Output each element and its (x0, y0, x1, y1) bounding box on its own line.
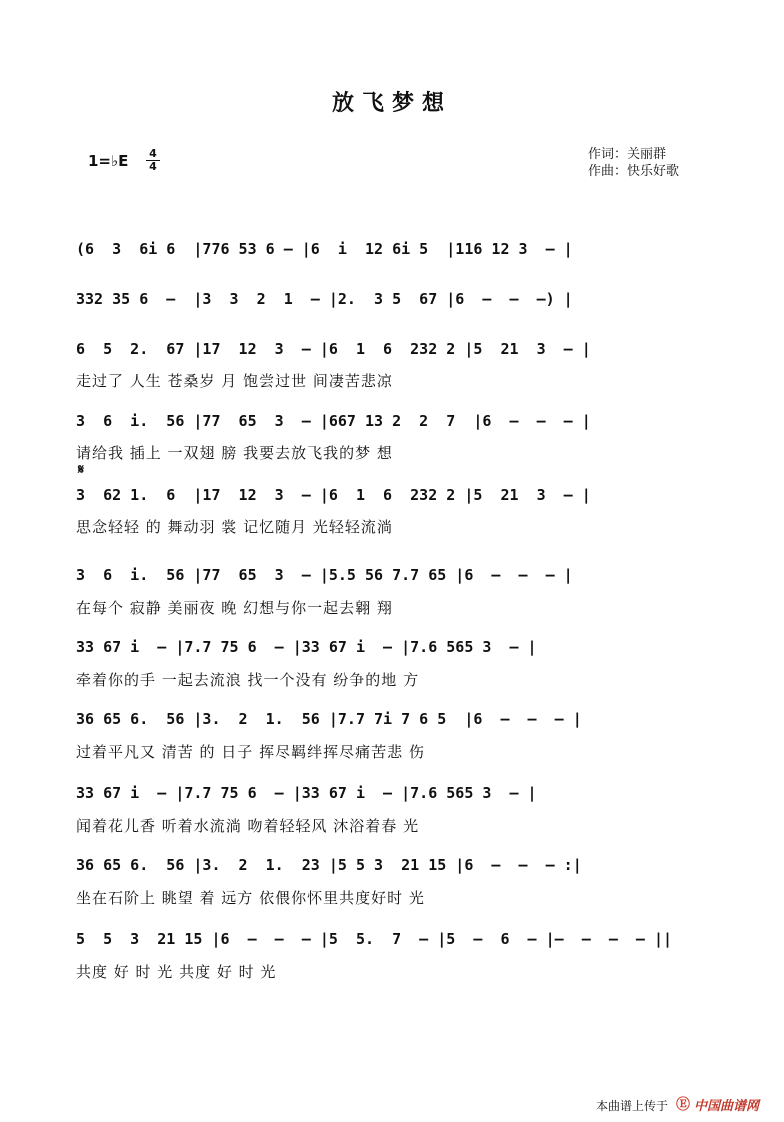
notation-row: 36 65 6. 56 |3. 2 1. 23 |5 5 3 21 15 |6 – – – :| (76, 856, 582, 874)
notation-row: 33 67 i – |7.7 75 6 – |33 67 i – |7.6 565 3 – | (76, 638, 537, 656)
lyricist: 作词：关丽群 (588, 147, 667, 162)
lyrics-row: 闻着花儿香 听着水流淌 吻着轻轻风 沐浴着春 光 (76, 817, 420, 835)
lyrics-row: 牵着你的手 一起去流浪 找一个没有 纷争的地 方 (76, 671, 420, 689)
lyrics-row: 请给我 插上 一双翅 膀 我要去放飞我的梦 想 (76, 444, 393, 462)
lyrics-row: 坐在石阶上 眺望 着 远方 依偎你怀里共度好时 光 (76, 889, 425, 907)
site-logo-icon: Ⓔ (676, 1097, 690, 1113)
footer-text: 本曲谱上传于 (596, 1099, 669, 1113)
meter-top: 4 (146, 148, 160, 161)
notation-row: 33 67 i – |7.7 75 6 – |33 67 i – |7.6 565 3 – | (76, 784, 537, 802)
meter-bottom: 4 (149, 160, 157, 173)
notation-row: 3 6 i. 56 |77 65 3 – |667 13 2 2 7 |6 – – – | (76, 412, 591, 430)
key-signature: 1=♭E (88, 152, 129, 170)
lyrics-row: 过着平凡又 清苦 的 日子 挥尽羁绊挥尽痛苦悲 伤 (76, 743, 425, 761)
segno-sign: 𝄋 (78, 462, 85, 478)
notation-row: 332 35 6 – |3 3 2 1 – |2. 3 5 67 |6 – – –) | (76, 290, 573, 308)
notation-row: 3 62 1. 6 |17 12 3 – |6 1 6 232 2 |5 21 3 – | (76, 486, 591, 504)
page-title: 放飞梦想 (331, 91, 452, 116)
site-name[interactable]: 中国曲谱网 (694, 1099, 760, 1114)
notation-row: 5 5 3 21 15 |6 – – – |5 5. 7 – |5 – 6 – |– – – – || (76, 930, 673, 948)
lyrics-row: 在每个 寂静 美丽夜 晚 幻想与你一起去翱 翔 (76, 599, 393, 617)
notation-row: 36 65 6. 56 |3. 2 1. 56 |7.7 7i 7 6 5 |6 – – – | (76, 710, 582, 728)
notation-row: 3 6 i. 56 |77 65 3 – |5.5 56 7.7 65 |6 – – – | (76, 566, 573, 584)
notation-row: (6 3 6i 6 |776 53 6 – |6 i 12 6i 5 |116 12 3 – | (76, 240, 573, 258)
lyrics-row: 思念轻轻 的 舞动羽 裳 记忆随月 光轻轻流淌 (76, 518, 393, 536)
lyrics-row: 共度 好 时 光 共度 好 时 光 (76, 963, 277, 981)
notation-row: 6 5 2. 67 |17 12 3 – |6 1 6 232 2 |5 21 3 – | (76, 340, 591, 358)
lyrics-row: 走过了 人生 苍桑岁 月 饱尝过世 间凄苦悲凉 (76, 372, 393, 390)
composer: 作曲：快乐好歌 (588, 164, 680, 179)
